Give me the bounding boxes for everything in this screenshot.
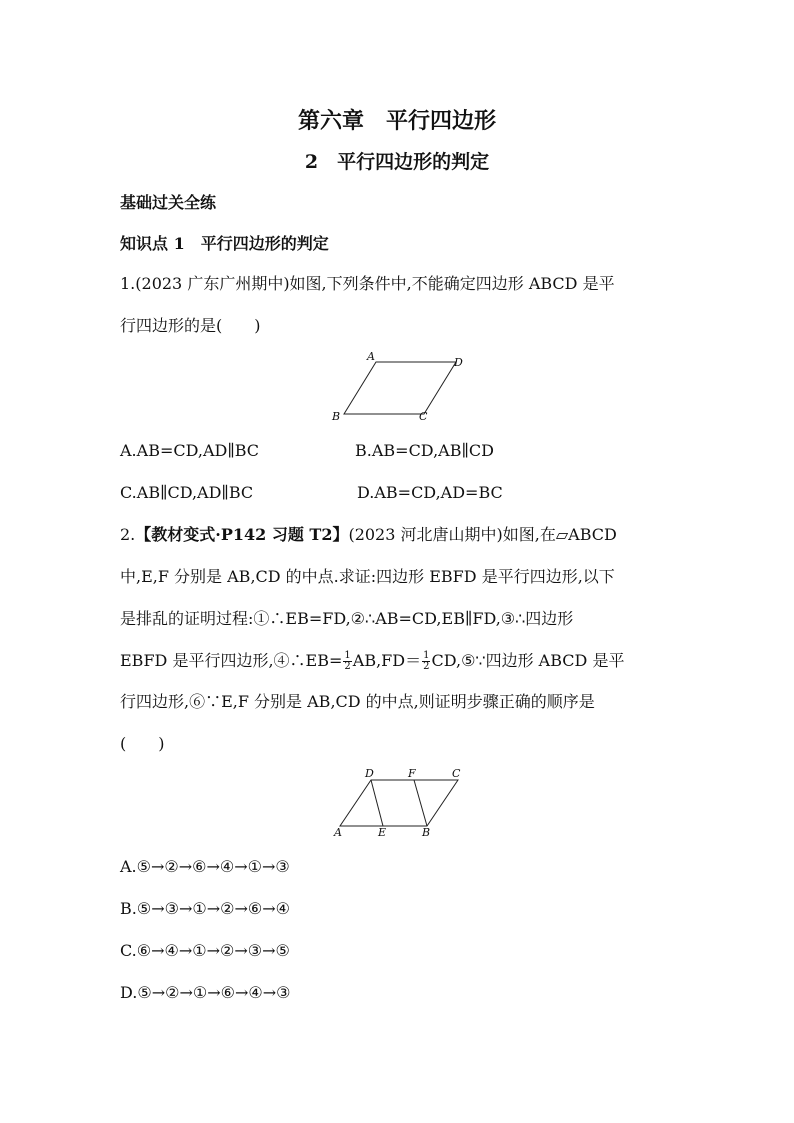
q1-label-C: C	[419, 410, 428, 423]
chapter-title: 第六章 平行四边形	[297, 108, 496, 134]
knowledge-point-title: 知识点 1 平行四边形的判定	[120, 234, 329, 253]
q1-option-c[interactable]: C.AB∥CD,AD∥BC	[120, 483, 254, 502]
q2-fraction-half-2	[422, 651, 430, 672]
q2-fraction-2-denominator: 2	[423, 661, 430, 672]
q1-label-D: D	[454, 356, 463, 369]
q2-stem-line6: ( )	[120, 734, 165, 753]
section-title: 2 平行四边形的判定	[304, 151, 490, 173]
q1-parallelogram-figure	[320, 348, 480, 426]
q2-option-a[interactable]: A.⑤→②→⑥→④→①→③	[120, 857, 290, 876]
q2-stem-line4-a: EBFD 是平行四边形,④∴EB=	[120, 651, 343, 670]
q1-stem-line2: 行四边形的是( )	[120, 316, 261, 335]
q2-label-B: B	[422, 826, 431, 838]
q2-stem-line5: 行四边形,⑥∵E,F 分别是 AB,CD 的中点,则证明步骤正确的顺序是	[120, 692, 595, 711]
q2-stem-line4-b: AB,FD＝	[352, 651, 422, 670]
q2-stem-line1	[120, 524, 617, 546]
q2-stem-line4-c: CD,⑤∵四边形 ABCD 是平	[431, 651, 625, 670]
q2-label-F: F	[408, 767, 416, 780]
q2-fraction-1-numerator: 1	[344, 650, 351, 661]
q2-label-C: C	[452, 767, 461, 780]
q2-fraction-2-numerator: 1	[423, 650, 430, 661]
q1-label-A: A	[367, 350, 375, 363]
q2-stem-line2: 中,E,F 分别是 AB,CD 的中点.求证:四边形 EBFD 是平行四边形,以下	[120, 567, 615, 586]
q2-number: 2.	[120, 525, 136, 544]
q2-textbook-tag: 【教材变式·P142 习题 T2】	[135, 525, 349, 544]
q2-stem-line3: 是排乱的证明过程:①∴EB=FD,②∴AB=CD,EB∥FD,③∴四边形	[120, 609, 574, 628]
q2-segment-fb	[414, 780, 427, 826]
q2-label-A: A	[334, 826, 342, 838]
q2-option-b[interactable]: B.⑤→③→①→②→⑥→④	[120, 899, 290, 918]
q2-stem-line1-rest: (2023 河北唐山期中)如图,在▱ABCD	[348, 525, 617, 544]
q2-option-c[interactable]: C.⑥→④→①→②→③→⑤	[120, 941, 290, 960]
q1-option-a[interactable]: A.AB=CD,AD∥BC	[120, 441, 260, 460]
q2-label-E: E	[378, 826, 387, 838]
q2-fraction-half-1	[343, 651, 351, 672]
practice-title: 基础过关全练	[120, 193, 217, 212]
q1-stem-line1: 1.(2023 广东广州期中)如图,下列条件中,不能确定四边形 ABCD 是平	[120, 274, 615, 293]
q1-label-B: B	[332, 410, 341, 423]
q2-stem-line4	[120, 650, 624, 672]
q2-fraction-1-denominator: 2	[344, 661, 351, 672]
q2-parallelogram-figure	[328, 766, 472, 838]
q1-option-b[interactable]: B.AB=CD,AB∥CD	[355, 441, 494, 460]
q1-parallelogram-shape	[344, 362, 456, 414]
q1-option-d[interactable]: D.AB=CD,AD=BC	[357, 483, 503, 502]
q2-option-d[interactable]: D.⑤→②→①→⑥→④→③	[120, 983, 291, 1002]
q2-segment-de	[371, 780, 383, 826]
q2-parallelogram-abcd	[340, 780, 458, 826]
q2-label-D: D	[365, 767, 374, 780]
